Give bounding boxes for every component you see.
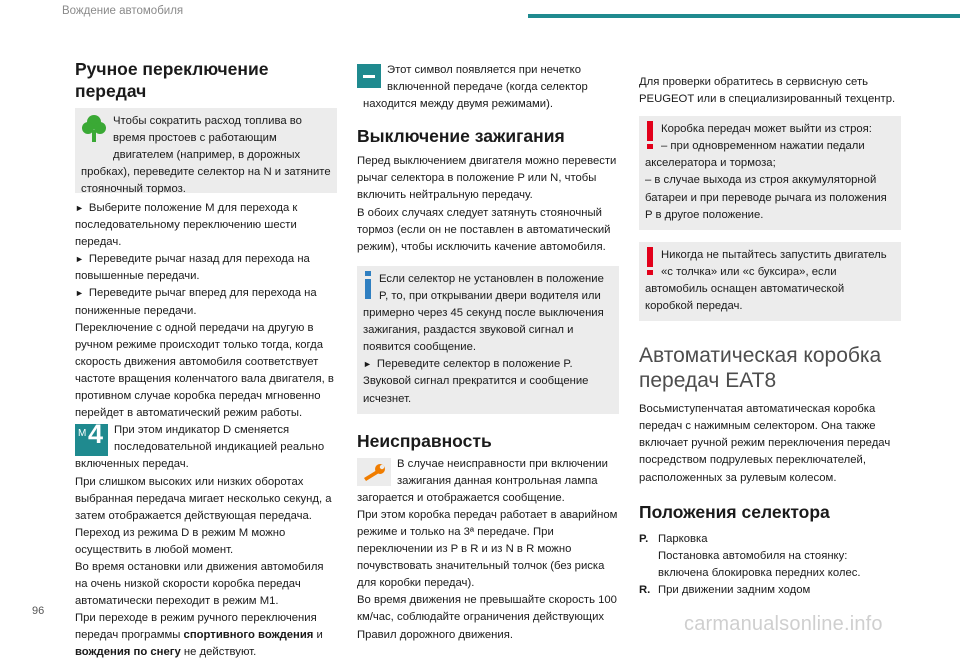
warning-note-1 — [639, 116, 901, 230]
triangle-bullet-icon: ► — [75, 203, 84, 213]
warning-1-title: Коробка передач может выйти из строя: — [661, 123, 872, 136]
fault-text-2: При этом коробка передач работает в аварийном режиме и только на 3ª передаче. При переключении из P в R и из N в R можно почувствовать значительный толчок (без риска для коробки передач). — [357, 508, 618, 590]
gear-indicator-icon: M 4 — [75, 424, 108, 456]
column-3 — [639, 74, 901, 599]
fault-text-1: В случае неисправности при включении зажигания данная контрольная лампа загорается и отображается сообщение. — [357, 457, 608, 504]
para-service: Для проверки обратитесь в сервисную сеть PEUGEOT или в специализированный техцентр. — [639, 76, 896, 106]
selector-p-title: Парковка — [658, 532, 708, 545]
running-head: Вождение автомобиля — [62, 5, 184, 17]
warning-note-2 — [639, 242, 901, 321]
para-programs: При переходе в режим ручного переключения передач программы спортивного вождения и вождения по снегу не действуют. — [75, 612, 323, 659]
column-1 — [75, 58, 337, 662]
para-m1: Во время остановки или движения автомобиля на очень низкой скорости коробка передач автоматически переходит в режим M1. — [75, 560, 324, 608]
eco-note — [75, 108, 337, 196]
para-ignition-2: В обоих случаях следует затянуть стояночный тормоз (если он не поставлен в автоматический режим), чтобы исключить качение автомобиля. — [357, 206, 611, 253]
para-d-to-m: Переход из режима D в режим M можно осуществить в любой момент. — [75, 526, 286, 556]
column-2 — [357, 62, 619, 644]
wrench-warning-icon — [357, 458, 391, 486]
warning-1-item-1: – при одновременном нажатии педали акселератора и тормоза; — [645, 140, 865, 170]
info-note-text: Если селектор не установлен в положение P, то, при открывании двери водителя или примерно через 45 секунд после выключения зажигания, раздастся звуковой сигнал и появится сообщение. — [363, 272, 604, 354]
neutral-minus-icon — [357, 64, 381, 88]
section-title-manual: Ручное переключение передач — [75, 59, 269, 101]
section-title-selector: Положения селектора — [639, 501, 830, 522]
eco-note-text: Чтобы сократить расход топлива во время простоев с работающим двигателем (например, в дорожных пробках), переведите селектор на N и затяните стояночный тормоз. — [81, 115, 331, 196]
bullet-1: ► Выберите положение M для перехода к последовательному переключению шести передач. — [75, 202, 298, 249]
watermark: carmanualsonline.info — [684, 613, 883, 635]
bullet-3: ► Переведите рычаг вперед для перехода на пониженные передачи. — [75, 287, 317, 317]
neutral-text: Этот символ появляется при нечетко включенной передаче (когда селектор находится между двумя режимами). — [363, 64, 588, 111]
info-icon — [363, 271, 373, 305]
neutral-block — [357, 62, 619, 113]
selector-list — [639, 531, 901, 599]
triangle-bullet-icon: ► — [363, 359, 372, 370]
exclamation-warning-icon — [645, 121, 655, 155]
header-accent-bar — [528, 14, 960, 18]
section-title-ignition: Выключение зажигания — [357, 126, 565, 147]
fault-block — [357, 456, 619, 507]
indicator-text: При этом индикатор D сменяется последовательной индикацией реально включенных передач. — [75, 424, 325, 471]
para-eat8: Восьмиступенчатая автоматическая коробка передач с нажимным селектором. Она также включает ручной режим переключения передач посредством подрулевых переключателей, расположенных за рулевым колесом. — [639, 403, 891, 484]
fault-text-3: Во время движения не превышайте скорость 100 км/час, соблюдайте ограничения действующих Правил дорожного движения. — [357, 594, 617, 641]
tree-eco-icon — [81, 113, 107, 149]
para-manual-switch: Переключение с одной передачи на другую в ручном режиме происходит только тогда, когда скорость движения автомобиля соответствует частоте вращения коленчатого вала двигателя, в противном случае коробка передач мгновенно перейдет в автоматический режим работы. — [75, 321, 334, 420]
selector-item-r: R. При движении задним ходом — [639, 582, 901, 599]
selector-p-text: Постановка автомобиля на стоянку: включена блокировка передних колес. — [658, 549, 861, 579]
page-number: 96 — [32, 605, 45, 617]
section-title-fault: Неисправность — [357, 430, 492, 451]
info-note-action: ► Переведите селектор в положение P. Звуковой сигнал прекратится и сообщение исчезнет. — [363, 358, 589, 405]
selector-r-text: При движении задним ходом — [658, 583, 811, 596]
bullet-2: ► Переведите рычаг назад для перехода на повышенные передачи. — [75, 253, 310, 283]
section-title-eat8: Автоматическая коробка передач EAT8 — [639, 344, 882, 393]
selector-item-p: P. Парковка Постановка автомобиля на стоянку: включена блокировка передних колес. — [639, 531, 901, 582]
triangle-bullet-icon: ► — [75, 288, 84, 299]
warning-1-item-2: – в случае выхода из строя аккумуляторной батареи и при переводе рычага из положения P в другое положение. — [645, 174, 887, 221]
triangle-bullet-icon: ► — [75, 254, 84, 265]
para-ignition-1: Перед выключением двигателя можно перевести рычаг селектора в положение P или N, чтобы включить нейтральную передачу. — [357, 155, 617, 202]
warning-2-text: Никогда не пытайтесь запустить двигатель «с толчка» или «с буксира», если автомобиль оснащен автоматической коробкой передач. — [645, 248, 887, 313]
exclamation-warning-icon — [645, 247, 655, 281]
indicator-block — [75, 422, 337, 473]
info-note — [357, 266, 619, 414]
para-rev: При слишком высоких или низких оборотах выбранная передача мигает несколько секунд, а затем отображается действующая передача. — [75, 475, 332, 522]
